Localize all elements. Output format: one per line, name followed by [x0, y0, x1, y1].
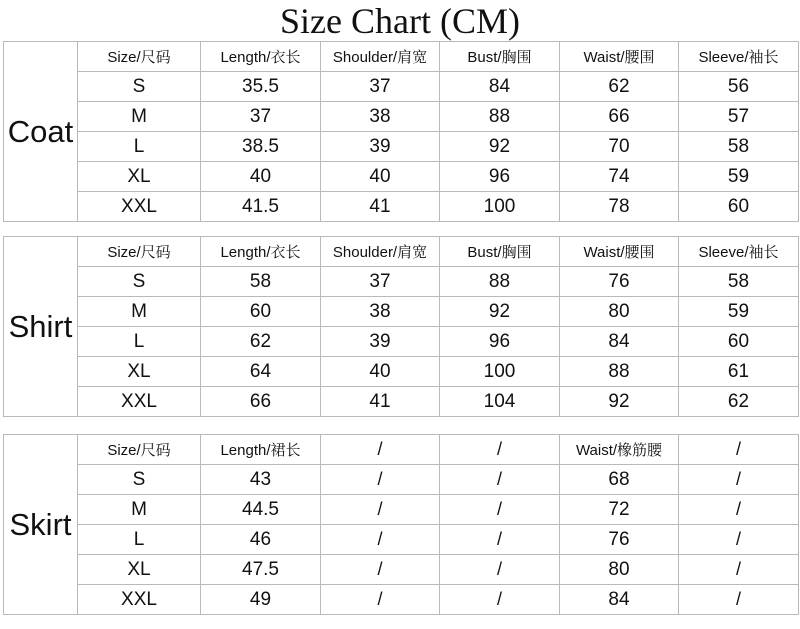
column-header: Length/衣长 — [201, 237, 321, 267]
table-header-row — [4, 435, 799, 465]
column-header: Waist/腰围 — [560, 237, 679, 267]
group-label: Skirt — [4, 435, 78, 615]
column-header: Sleeve/袖长 — [679, 237, 799, 267]
table-row — [4, 585, 799, 615]
column-header: Sleeve/袖长 — [679, 42, 799, 72]
table-cell: / — [321, 555, 440, 585]
table-cell: 46 — [201, 525, 321, 555]
table-cell: / — [440, 525, 560, 555]
table-cell: 57 — [679, 102, 799, 132]
table-cell: L — [78, 327, 201, 357]
size-table-skirt — [3, 434, 799, 615]
table-cell: / — [440, 495, 560, 525]
column-header: / — [679, 435, 799, 465]
table-cell: 80 — [560, 297, 679, 327]
group-label: Shirt — [4, 237, 78, 417]
table-cell: 61 — [679, 357, 799, 387]
table-cell: 44.5 — [201, 495, 321, 525]
table-cell: 58 — [679, 267, 799, 297]
table-cell: 72 — [560, 495, 679, 525]
table-row — [4, 72, 799, 102]
column-header: Size/尺码 — [78, 42, 201, 72]
table-cell: / — [440, 555, 560, 585]
table-cell: / — [440, 465, 560, 495]
table-cell: 68 — [560, 465, 679, 495]
table-cell: M — [78, 102, 201, 132]
column-header: Length/裙长 — [201, 435, 321, 465]
table-cell: 38 — [321, 297, 440, 327]
table-cell: 47.5 — [201, 555, 321, 585]
table-cell: 40 — [201, 162, 321, 192]
table-row — [4, 387, 799, 417]
table-cell: / — [321, 585, 440, 615]
table-cell: 56 — [679, 72, 799, 102]
column-header: Size/尺码 — [78, 237, 201, 267]
table-cell: / — [321, 525, 440, 555]
table-cell: 58 — [201, 267, 321, 297]
table-row — [4, 162, 799, 192]
table-row — [4, 525, 799, 555]
column-header: Size/尺码 — [78, 435, 201, 465]
table-cell: 66 — [560, 102, 679, 132]
table-cell: 84 — [440, 72, 560, 102]
table-cell: 76 — [560, 525, 679, 555]
table-cell: 92 — [440, 297, 560, 327]
table-cell: 40 — [321, 357, 440, 387]
table-cell: XXL — [78, 387, 201, 417]
table-cell: 76 — [560, 267, 679, 297]
table-row — [4, 465, 799, 495]
table-cell: 70 — [560, 132, 679, 162]
table-cell: 38 — [321, 102, 440, 132]
table-row — [4, 495, 799, 525]
group-label: Coat — [4, 42, 78, 222]
table-cell: XL — [78, 555, 201, 585]
table-cell: 39 — [321, 132, 440, 162]
table-row — [4, 297, 799, 327]
table-cell: 84 — [560, 585, 679, 615]
table-row — [4, 192, 799, 222]
column-header: / — [321, 435, 440, 465]
table-cell: / — [679, 525, 799, 555]
table-cell: XL — [78, 162, 201, 192]
table-cell: M — [78, 495, 201, 525]
table-cell: 40 — [321, 162, 440, 192]
table-cell: 37 — [321, 267, 440, 297]
table-cell: 60 — [679, 327, 799, 357]
table-cell: 37 — [321, 72, 440, 102]
column-header: Shoulder/肩宽 — [321, 237, 440, 267]
table-cell: 39 — [321, 327, 440, 357]
size-table-shirt — [3, 236, 799, 417]
table-cell: / — [321, 495, 440, 525]
table-cell: 92 — [440, 132, 560, 162]
page-title: Size Chart (CM) — [280, 1, 520, 41]
table-cell: 66 — [201, 387, 321, 417]
table-cell: 62 — [560, 72, 679, 102]
table-cell: 35.5 — [201, 72, 321, 102]
table-cell: S — [78, 465, 201, 495]
table-cell: L — [78, 525, 201, 555]
table-cell: 64 — [201, 357, 321, 387]
table-cell: / — [679, 465, 799, 495]
column-header: Bust/胸围 — [440, 237, 560, 267]
table-cell: 78 — [560, 192, 679, 222]
table-cell: S — [78, 72, 201, 102]
table-cell: XXL — [78, 585, 201, 615]
table-header-row — [4, 42, 799, 72]
table-cell: 49 — [201, 585, 321, 615]
column-header: Shoulder/肩宽 — [321, 42, 440, 72]
table-cell: 62 — [201, 327, 321, 357]
column-header: Bust/胸围 — [440, 42, 560, 72]
table-cell: 41 — [321, 387, 440, 417]
table-cell: XL — [78, 357, 201, 387]
table-cell: 96 — [440, 162, 560, 192]
table-cell: 100 — [440, 192, 560, 222]
table-cell: 62 — [679, 387, 799, 417]
table-cell: 104 — [440, 387, 560, 417]
table-cell: 60 — [201, 297, 321, 327]
table-cell: 80 — [560, 555, 679, 585]
table-cell: 60 — [679, 192, 799, 222]
table-cell: 84 — [560, 327, 679, 357]
table-cell: M — [78, 297, 201, 327]
table-row — [4, 555, 799, 585]
table-cell: 96 — [440, 327, 560, 357]
table-cell: 41.5 — [201, 192, 321, 222]
table-cell: 92 — [560, 387, 679, 417]
table-cell: 88 — [560, 357, 679, 387]
table-cell: 43 — [201, 465, 321, 495]
table-cell: / — [679, 585, 799, 615]
table-cell: L — [78, 132, 201, 162]
table-cell: XXL — [78, 192, 201, 222]
table-cell: 74 — [560, 162, 679, 192]
table-row — [4, 267, 799, 297]
table-row — [4, 102, 799, 132]
column-header: Length/衣长 — [201, 42, 321, 72]
column-header: Waist/腰围 — [560, 42, 679, 72]
table-row — [4, 327, 799, 357]
table-cell: 88 — [440, 102, 560, 132]
table-cell: 59 — [679, 297, 799, 327]
table-row — [4, 132, 799, 162]
size-table-coat — [3, 41, 799, 222]
table-row — [4, 357, 799, 387]
table-cell: S — [78, 267, 201, 297]
table-cell: 38.5 — [201, 132, 321, 162]
table-cell: 58 — [679, 132, 799, 162]
table-cell: 41 — [321, 192, 440, 222]
table-cell: 100 — [440, 357, 560, 387]
table-cell: / — [679, 495, 799, 525]
column-header: Waist/橡筋腰 — [560, 435, 679, 465]
table-header-row — [4, 237, 799, 267]
table-cell: 59 — [679, 162, 799, 192]
column-header: / — [440, 435, 560, 465]
table-cell: / — [440, 585, 560, 615]
table-cell: / — [321, 465, 440, 495]
table-cell: 37 — [201, 102, 321, 132]
table-cell: 88 — [440, 267, 560, 297]
table-cell: / — [679, 555, 799, 585]
